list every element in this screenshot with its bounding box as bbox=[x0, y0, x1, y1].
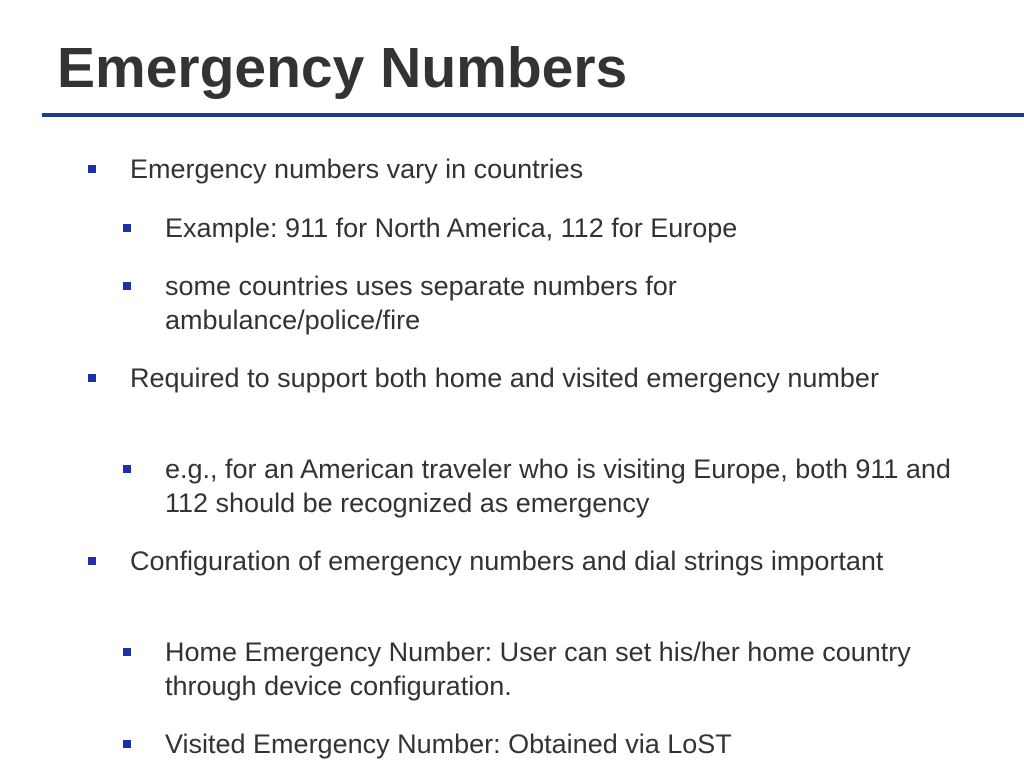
bullet-item bbox=[130, 152, 970, 186]
bullet-text: Example: 911 for North America, 112 for Europe bbox=[165, 213, 738, 243]
bullet-text: Emergency numbers vary in countries bbox=[130, 154, 584, 184]
sub-bullet-item bbox=[165, 635, 955, 703]
bullet-text: Configuration of emergency numbers and dial strings important bbox=[130, 546, 884, 576]
square-bullet-icon bbox=[123, 224, 131, 232]
square-bullet-icon bbox=[123, 282, 131, 290]
bullet-text: some countries uses separate numbers for ambulance/police/fire bbox=[165, 271, 677, 335]
square-bullet-icon bbox=[123, 465, 131, 473]
bullet-text: Required to support both home and visited emergency number bbox=[130, 363, 879, 393]
bullet-item bbox=[130, 361, 910, 395]
bullet-text: e.g., for an American traveler who is visiting Europe, both 911 and 112 should be recognized as emergency bbox=[165, 454, 951, 518]
sub-bullet-item bbox=[165, 269, 785, 337]
sub-bullet-item bbox=[165, 727, 975, 761]
title-divider bbox=[42, 113, 1024, 117]
square-bullet-icon bbox=[123, 740, 131, 748]
sub-bullet-item bbox=[165, 211, 975, 245]
slide-title: Emergency Numbers bbox=[57, 36, 628, 100]
square-bullet-icon bbox=[88, 557, 96, 565]
square-bullet-icon bbox=[88, 374, 96, 382]
square-bullet-icon bbox=[88, 165, 96, 173]
sub-bullet-item bbox=[165, 452, 975, 520]
bullet-text: Home Emergency Number: User can set his/her home country through device configuration. bbox=[165, 637, 911, 701]
bullet-text: Visited Emergency Number: Obtained via LoST bbox=[165, 729, 732, 759]
square-bullet-icon bbox=[123, 648, 131, 656]
bullet-item bbox=[130, 544, 890, 578]
